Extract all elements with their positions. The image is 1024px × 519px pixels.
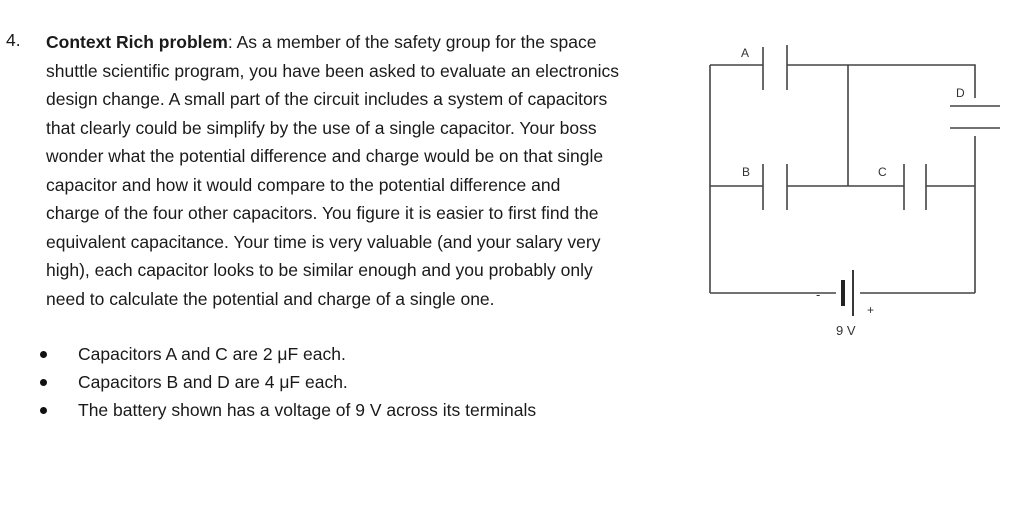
battery-minus: - [816,287,821,302]
problem-number: 4. [6,30,21,50]
capacitor-b-plates [763,164,787,210]
given-text: Capacitors B and D are 4 μF each. [78,372,348,392]
given-item [40,368,536,396]
bullet-icon [40,351,47,358]
label-a: A [741,46,750,60]
problem-line-10: need to calculate the potential and charge of a single one. [46,288,495,309]
circuit-diagram [700,30,1010,350]
bullet-icon [40,407,47,414]
battery-voltage-label: 9 V [836,323,856,338]
givens-list [40,340,536,424]
bullet-icon [40,379,47,386]
problem-line-6: capacitor and how it would compare to the potential difference and [46,174,561,195]
capacitor-a-plates [763,45,787,90]
problem-line-9: high), each capacitor looks to be similar enough and you probably only [46,260,593,280]
top-wire [710,65,975,98]
label-d: D [956,86,965,100]
problem-statement [46,28,706,313]
capacitor-d-plates [950,106,1000,128]
given-text: Capacitors A and C are 2 μF each. [78,344,346,364]
label-c: C [878,165,887,179]
given-text: The battery shown has a voltage of 9 V across its terminals [78,400,537,420]
problem-line-8: equivalent capacitance. Your time is very valuable (and your salary very [46,231,601,252]
given-item [40,340,536,368]
problem-line-4: that clearly could be simplify by the use of a single capacitor. Your boss [46,117,597,138]
problem-line-3: design change. A small part of the circuit includes a system of capacitors [46,89,608,109]
problem-line-1 [46,28,706,57]
problem-line-2: shuttle scientific program, you have been asked to evaluate an electronics [46,60,619,81]
problem-line-5: wonder what the potential difference and charge would be on that single [46,146,604,166]
problem-line-1-text: : As a member of the safety group for the space [227,32,597,52]
capacitor-c-plates [904,164,926,210]
problem-line-7: charge of the four other capacitors. You figure it is easier to first find the [46,203,599,223]
problem-lead: Context Rich problem [46,32,228,52]
battery-plus: + [867,303,875,317]
battery-icon [843,270,853,316]
label-b: B [742,165,751,179]
given-item [40,396,536,424]
